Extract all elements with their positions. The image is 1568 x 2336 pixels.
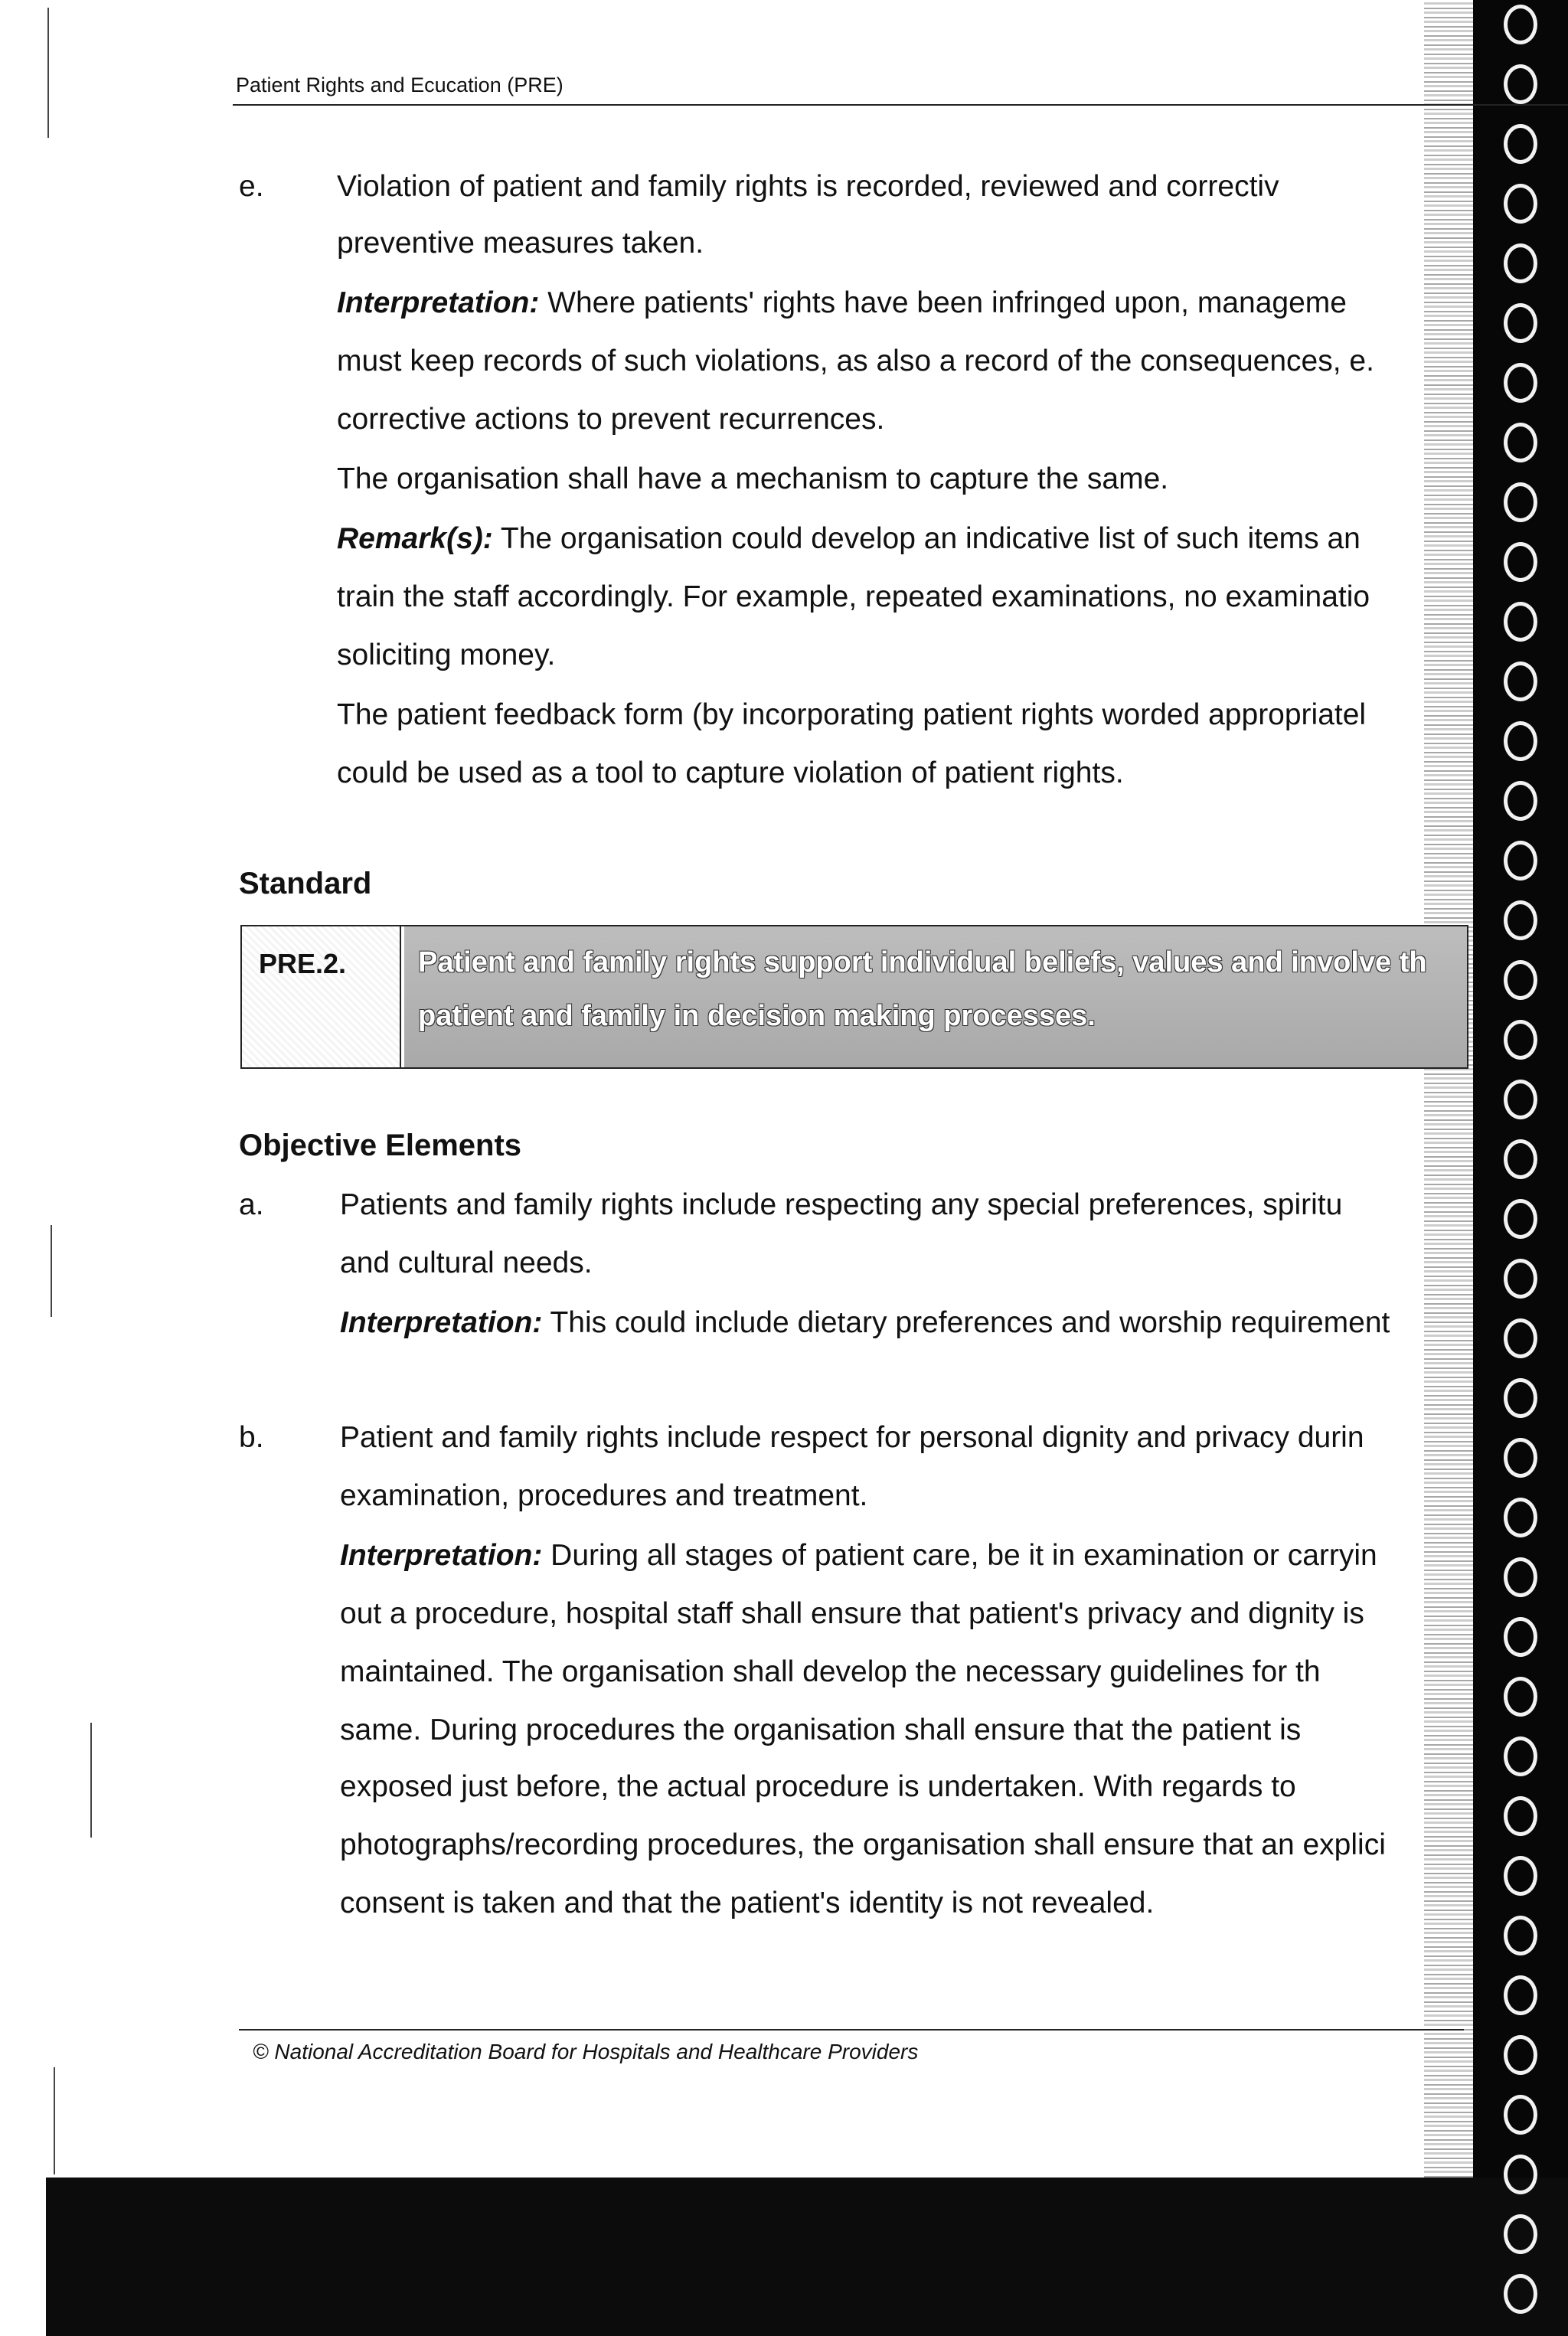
- item-b-marker: b.: [239, 1421, 264, 1454]
- item-e-line-1: Violation of patient and family rights is recorded, reviewed and correctiv: [337, 170, 1279, 203]
- footer-copyright: © National Accreditation Board for Hospitals and Healthcare Providers: [253, 2040, 919, 2063]
- scan-edge-mark: [90, 1723, 92, 1838]
- item-e-interpretation: [337, 286, 1347, 321]
- spiral-ring: [1504, 1259, 1537, 1299]
- item-a-marker: a.: [239, 1188, 264, 1221]
- standard-heading: Standard: [239, 867, 372, 900]
- item-b-interpretation-line-4: same. During procedures the organisation shall ensure that the patient is: [340, 1714, 1302, 1746]
- remark-text: The organisation could develop an indicative list of such items an: [492, 522, 1361, 555]
- objective-elements-heading: Objective Elements: [239, 1129, 522, 1162]
- interpretation-text: During all stages of patient care, be it in examination or carryin: [542, 1539, 1377, 1572]
- item-e-feedback-line-2: could be used as a tool to capture violation of patient rights.: [337, 756, 1124, 789]
- binding-shadow: [1424, 0, 1473, 2182]
- spiral-ring: [1504, 1916, 1537, 1955]
- standard-text-cell: [404, 926, 1467, 1067]
- item-a-line-1: Patients and family rights include respecting any special preferences, spiritu: [340, 1188, 1343, 1221]
- interpretation-label: Interpretation:: [340, 1539, 543, 1572]
- spiral-ring: [1504, 960, 1537, 1000]
- spiral-ring: [1504, 303, 1537, 343]
- spiral-ring: [1504, 1975, 1537, 2015]
- spiral-ring: [1504, 1498, 1537, 1537]
- item-e-line-2: preventive measures taken.: [337, 227, 704, 260]
- item-e-interpretation-line-2: must keep records of such violations, as also a record of the consequences, e.: [337, 345, 1374, 377]
- footer-rule: [239, 2029, 1464, 2031]
- spiral-ring: [1504, 721, 1537, 761]
- item-e-remark-line-3: soliciting money.: [337, 639, 556, 671]
- spiral-ring: [1504, 1557, 1537, 1597]
- spiral-ring: [1504, 363, 1537, 403]
- item-e-marker: e.: [239, 170, 264, 203]
- item-e-remark-line-2: train the staff accordingly. For example, repeated examinations, no examinatio: [337, 580, 1370, 613]
- item-a-line-2: and cultural needs.: [340, 1246, 593, 1279]
- spiral-ring: [1504, 1199, 1537, 1239]
- item-e-remark: [337, 522, 1361, 557]
- item-b-interpretation-line-6: photographs/recording procedures, the organisation shall ensure that an explici: [340, 1828, 1386, 1861]
- spiral-ring: [1504, 2095, 1537, 2135]
- interpretation-label: Interpretation:: [337, 286, 540, 319]
- spiral-ring: [1504, 124, 1537, 164]
- running-header: Patient Rights and Ecucation (PRE): [236, 74, 564, 96]
- spiral-ring: [1504, 2035, 1537, 2075]
- item-e-interpretation-line-3: corrective actions to prevent recurrences.: [337, 403, 885, 436]
- spiral-ring: [1504, 1378, 1537, 1418]
- spiral-ring: [1504, 1617, 1537, 1657]
- spiral-ring: [1504, 482, 1537, 522]
- spiral-ring: [1504, 841, 1537, 880]
- spiral-ring: [1504, 1856, 1537, 1896]
- remark-label: Remark(s):: [337, 522, 493, 555]
- spiral-ring: [1504, 1080, 1537, 1119]
- standard-text-line-2: patient and family in decision making processes.: [418, 1000, 1096, 1032]
- spiral-ring: [1504, 781, 1537, 821]
- spiral-ring: [1504, 2274, 1537, 2314]
- spiral-ring: [1504, 184, 1537, 224]
- spiral-ring: [1504, 542, 1537, 582]
- interpretation-label: Interpretation:: [340, 1306, 543, 1339]
- spiral-ring: [1504, 2214, 1537, 2254]
- scan-bottom-border: [46, 2178, 1568, 2336]
- spiral-ring: [1504, 5, 1537, 44]
- spiral-ring: [1504, 1318, 1537, 1358]
- item-b-interpretation-line-5: exposed just before, the actual procedure is undertaken. With regards to: [340, 1770, 1296, 1803]
- spiral-ring: [1504, 1796, 1537, 1836]
- spiral-ring: [1504, 423, 1537, 462]
- item-b-interpretation: [340, 1539, 1377, 1573]
- item-e-feedback-line-1: The patient feedback form (by incorporating patient rights worded appropriatel: [337, 698, 1367, 731]
- spiral-ring: [1504, 2155, 1537, 2194]
- scan-edge-mark: [47, 8, 49, 138]
- spiral-ring: [1504, 662, 1537, 701]
- item-b-interpretation-line-2: out a procedure, hospital staff shall ensure that patient's privacy and dignity is: [340, 1597, 1364, 1630]
- header-rule: [233, 104, 1568, 106]
- spiral-ring: [1504, 243, 1537, 283]
- item-b-interpretation-line-7: consent is taken and that the patient's identity is not revealed.: [340, 1887, 1155, 1919]
- spiral-ring: [1504, 64, 1537, 104]
- item-b-line-1: Patient and family rights include respect for personal dignity and privacy durin: [340, 1421, 1364, 1454]
- spiral-ring: [1504, 1736, 1537, 1776]
- standard-text-line-1: Patient and family rights support individual beliefs, values and involve th: [418, 946, 1427, 979]
- standard-code-cell: [242, 926, 401, 1067]
- scan-edge-mark: [54, 2067, 55, 2174]
- spiral-ring: [1504, 1139, 1537, 1179]
- standard-code: PRE.2.: [259, 948, 347, 979]
- item-b-interpretation-line-3: maintained. The organisation shall develop the necessary guidelines for th: [340, 1655, 1321, 1688]
- spiral-ring: [1504, 900, 1537, 940]
- item-b-line-2: examination, procedures and treatment.: [340, 1479, 868, 1512]
- spiral-ring: [1504, 1438, 1537, 1478]
- item-e-mechanism: The organisation shall have a mechanism to capture the same.: [337, 462, 1169, 495]
- spiral-ring: [1504, 602, 1537, 642]
- scan-edge-mark: [51, 1225, 52, 1317]
- spiral-ring: [1504, 1677, 1537, 1717]
- standard-box: [240, 925, 1468, 1069]
- interpretation-text: This could include dietary preferences and worship requirement: [542, 1306, 1390, 1339]
- spiral-ring: [1504, 1020, 1537, 1060]
- item-a-interpretation: [340, 1306, 1390, 1341]
- interpretation-text: Where patients' rights have been infringed upon, manageme: [539, 286, 1347, 319]
